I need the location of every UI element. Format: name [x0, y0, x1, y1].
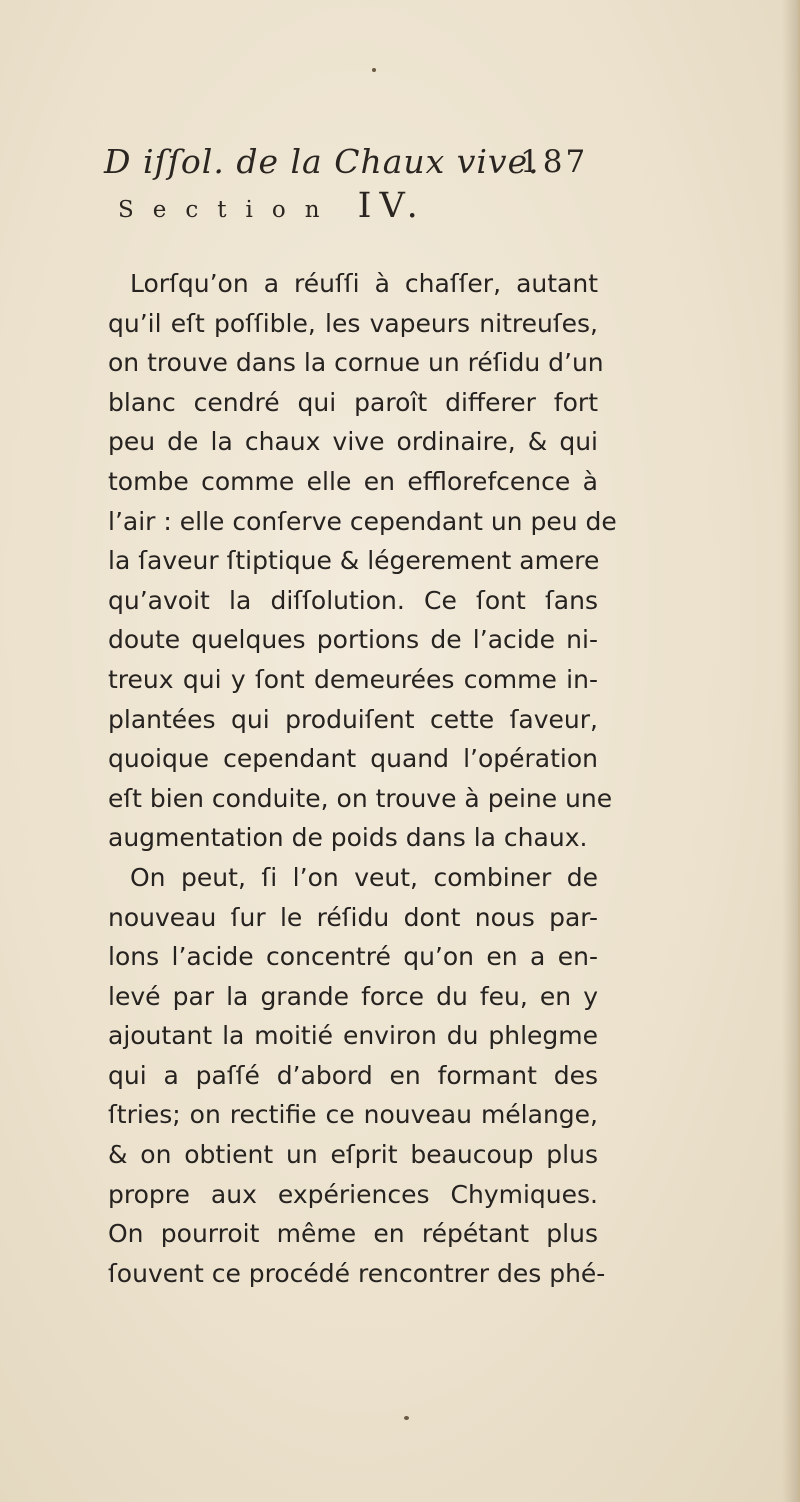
- text-line: levé par la grande force du feu, en y: [108, 981, 598, 1011]
- text-line: augmentation de poids dans la chaux.: [108, 823, 588, 853]
- text-line: & on obtient un eſprit beaucoup plus: [108, 1140, 598, 1170]
- text-line: ſtries; on rectifie ce nouveau mélange,: [108, 1100, 598, 1130]
- section-word: Section: [118, 197, 339, 223]
- text-line: Lorſqu’on a réuſſi à chaſſer, autant: [130, 269, 598, 298]
- text-line: ajoutant la moitié environ du phlegme: [108, 1021, 598, 1051]
- text-line: eſt bien conduite, on trouve à peine une: [108, 783, 613, 813]
- ink-speck: [404, 1416, 409, 1420]
- text-line: On peut, ſi l’on veut, combiner de: [130, 862, 598, 892]
- text-line: l’air : elle conſerve cependant un peu de: [108, 506, 617, 536]
- running-title: D iſſol. de la Chaux vive.: [104, 142, 540, 181]
- text-line: qu’avoit la diſſolution. Ce ſont ſans: [108, 585, 598, 615]
- text-line: qu’il eſt poſſible, les vapeurs nitreuſes,: [108, 308, 598, 338]
- text-line: propre aux expériences Chymiques.: [108, 1179, 598, 1209]
- text-line: On pourroit même en répétant plus: [108, 1219, 598, 1249]
- text-line: peu de la chaux vive ordinaire, & qui: [108, 427, 598, 457]
- text-line: blanc cendré qui paroît differer fort: [108, 387, 598, 417]
- section-heading: [118, 186, 426, 226]
- text-line: tombe comme elle en efflorefcence à: [108, 466, 598, 496]
- body-text: [108, 264, 617, 1293]
- text-line: ſouvent ce procédé rencontrer des phé-: [108, 1258, 606, 1288]
- text-line: doute quelques portions de l’acide ni-: [108, 625, 598, 655]
- page-number: 187: [520, 144, 589, 180]
- text-line: qui a paſſé d’abord en formant des: [108, 1060, 598, 1090]
- text-line: treux qui y ſont demeurées comme in-: [108, 664, 598, 694]
- text-line: quoique cependant quand l’opération: [108, 744, 598, 774]
- text-line: plantées qui produiſent cette ſaveur,: [108, 704, 598, 734]
- page-header: [104, 142, 664, 192]
- text-line: on trouve dans la cornue un réſidu d’un: [108, 348, 604, 378]
- text-line: la ſaveur ſtiptique & légerement amere: [108, 546, 600, 576]
- section-numeral: IV.: [357, 186, 426, 226]
- text-line: lons l’acide concentré qu’on en a en-: [108, 942, 598, 972]
- ink-speck: [372, 68, 376, 72]
- text-line: nouveau ſur le réſidu dont nous par-: [108, 902, 598, 932]
